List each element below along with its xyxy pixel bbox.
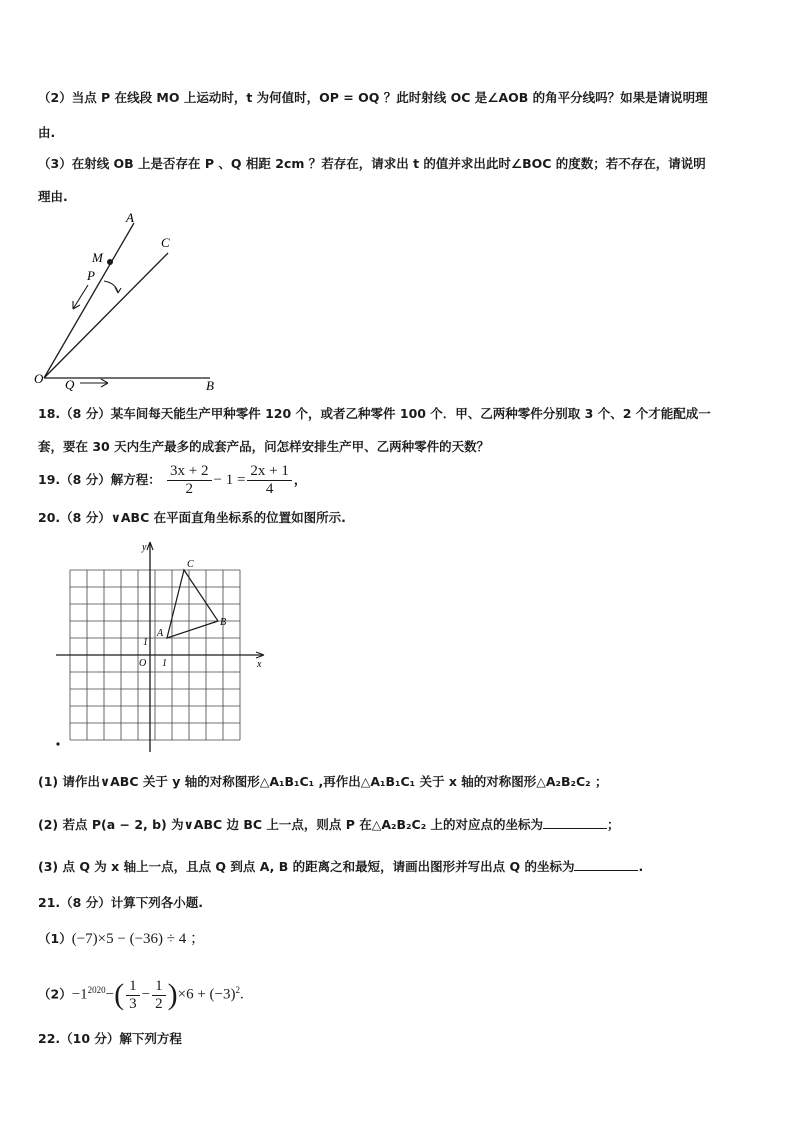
label-p: P <box>87 268 95 283</box>
rotation-arrow-icon <box>104 281 118 293</box>
q19-score: （8 分） <box>60 472 111 487</box>
q19-minus-one: − 1 = <box>213 472 246 488</box>
q21-fraction-1: $\frac{1}{3}$ <box>126 978 140 1013</box>
q19-fraction-2: $\frac{2x + 1}{4}$ <box>247 463 291 498</box>
q20-part1: (1) 请作出∨ABC 关于 y 轴的对称图形△A₁B₁C₁ ,再作出△A₁B₁C₁ 关于 x 轴的对称图形△A₂B₂C₂ ； <box>38 774 608 789</box>
q21-line <box>38 893 203 913</box>
q18-number: 18. <box>38 406 61 421</box>
tick-label-y-1: 1 <box>143 637 148 648</box>
q22-line <box>38 1029 182 1049</box>
q18-line1 <box>38 404 711 424</box>
vertex-label-c: C <box>187 559 194 570</box>
label-m: M <box>92 250 103 265</box>
q21-part1: （1）(−7)×5 − (−36) ÷ 4 ； <box>38 931 206 947</box>
q21-number: 21. <box>38 895 61 910</box>
q21-score: （8 分） <box>60 895 111 910</box>
q17-part3-line1: （3）在射线 OB 上是否存在 P 、Q 相距 2cm ？若存在，请求出 t 的值并求出此时∠BOC 的度数；若不存在，请说明 <box>38 156 706 171</box>
q20-line <box>38 508 346 528</box>
answer-blank-1[interactable] <box>543 814 607 829</box>
q20-part3: (3) 点 Q 为 x 轴上一点，且点 Q 到点 A, B 的距离之和最短，请画出图形并写出点 Q 的坐标为 . <box>38 856 643 877</box>
tick-label-x-1: 1 <box>162 658 167 669</box>
q21-fraction-2: $\frac{1}{2}$ <box>152 978 166 1013</box>
arrow-down-oa-icon <box>73 301 80 309</box>
label-b: B <box>206 378 214 393</box>
q20-text: ∨ABC 在平面直角坐标系的位置如图所示. <box>110 510 346 525</box>
q18-text1: 某车间每天能生产甲种零件 120 个，或者乙种零件 100 个．甲、乙两种零件分别取 3 个、2 个才能配成一 <box>110 406 711 421</box>
q21-part1-expression: (−7)×5 − (−36) ÷ 4 ； <box>71 931 206 947</box>
q22-score: （10 分） <box>60 1031 120 1046</box>
vertex-label-b: B <box>220 617 227 628</box>
q20-number: 20. <box>38 510 61 525</box>
q22-text: 解下列方程 <box>119 1031 182 1046</box>
answer-blank-2[interactable] <box>574 856 638 871</box>
axis-label-y: y <box>142 542 147 553</box>
q17-angle-figure <box>30 205 230 395</box>
q21-part2: $(2)-1^{2020}-$( $\frac{1}{3}$ − $\frac{1}{2}$ )$\times 6 + (-3)^2$. <box>38 977 244 1012</box>
vertex-label-a: A <box>157 628 164 639</box>
q19-fraction-1: $\frac{3x + 2}{2}$ <box>167 463 211 498</box>
q18-score: （8 分） <box>60 406 111 421</box>
q17-part2-line2: 由. <box>38 125 56 140</box>
q20-score: （8 分） <box>60 510 111 525</box>
q17-part2-line1: （2）当点 P 在线段 MO 上运动时，t 为何值时，OP = OQ ？此时射线 OC 是∠AOB 的角平分线吗？如果是请说明理 <box>38 90 708 105</box>
q20-coordinate-grid <box>50 538 280 756</box>
label-q: Q <box>65 377 75 392</box>
q21-text: 计算下列各小题. <box>110 895 203 910</box>
axis-label-x: x <box>257 659 262 670</box>
point-m-dot <box>107 259 113 265</box>
q18-line2: 套，要在 30 天内生产最多的成套产品，问怎样安排生产甲、乙两种零件的天数？ <box>38 439 490 454</box>
label-o: O <box>34 371 44 386</box>
q19-line: 19.（8 分）解方程： $\frac{3x + 2}{2}$ − 1 = $\frac{2x + 1}{4}$ ， <box>38 463 307 497</box>
q19-text: 解方程： <box>110 472 161 487</box>
q20-part2: (2) 若点 P(a − 2, b) 为∨ABC 边 BC 上一点，则点 P 在△A₂B₂C₂ 上的对应点的坐标为 ； <box>38 814 620 835</box>
q22-number: 22. <box>38 1031 61 1046</box>
label-c: C <box>161 235 170 250</box>
q17-part3-line2: 理由. <box>38 189 68 204</box>
origin-label: O <box>139 658 147 669</box>
label-a: A <box>126 210 134 225</box>
q19-number: 19. <box>38 472 61 487</box>
